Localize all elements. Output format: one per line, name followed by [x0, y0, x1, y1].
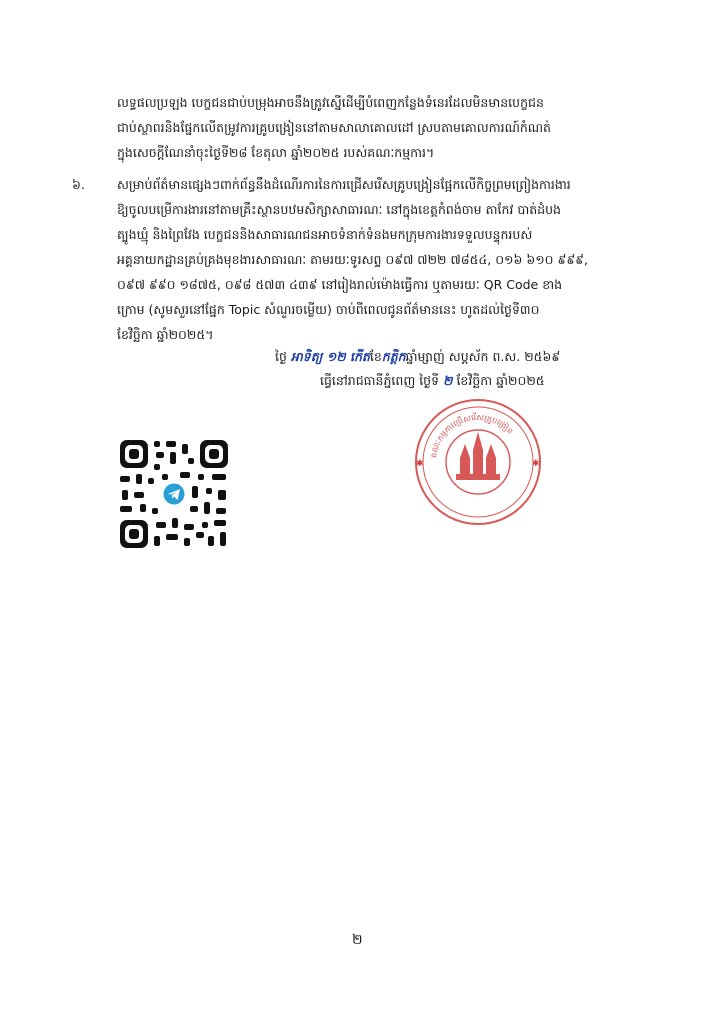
date-suffix: ឆ្នាំម្សាញ់ សប្តស័ក ព.ស. ២៥៦៩ [405, 349, 561, 364]
text-line: ខែវិច្ឆិកា ឆ្នាំ២០២៥។ [117, 327, 214, 342]
text-line: ក្នុងសេចក្តីណែនាំចុះថ្ងៃទី២៨ ខែតុលា ឆ្នាំ២០២៥ របស់គណៈកម្មការ។ [117, 145, 435, 160]
lunar-date-line [275, 346, 560, 368]
text-line: ឱ្យចូលបម្រើការងារនៅតាមគ្រឹះស្ថានបឋមសិក្សាសាធារណៈ នៅក្នុងខេត្តកំពង់ចាម តាកែវ បាត់ដំបង [117, 202, 561, 217]
qr-code[interactable] [118, 438, 230, 550]
text-line: សម្រាប់ព័ត៌មានផ្សេងៗពាក់ព័ន្ធនឹងដំណើរការនៃការជ្រើសរើសគ្រូបង្រៀនផ្អែកលើកិច្ចព្រមព្រៀងការងារ [117, 177, 571, 192]
item-number: ៦. [72, 177, 85, 192]
seal-text: គណៈកម្មការជ្រើសរើសគ្រូបង្រៀន [429, 412, 515, 459]
text-line: អគ្គនាយកដ្ឋានគ្រប់គ្រងមុខងារសាធារណៈ តាមរយៈទូរសព្ទ ០៩៧ ៧២២ ៧៨៥៤, ០១៦ ៦១០ ៩៩៩, [117, 252, 589, 267]
item-6-paragraph [117, 172, 617, 347]
date-month-prefix: ខែ [369, 349, 382, 364]
text-line: ០៩៧ ៩៩០ ១៨៧៥, ០៩៨ ៥៧៣ ៤៣៩ នៅរៀងរាល់ម៉ោងធ្វើការ ឬតាមរយៈ QR Code ខាង [117, 277, 563, 292]
handwritten-day: អាទិត្យ ១២ កើត [290, 349, 370, 364]
official-seal [398, 392, 558, 526]
handwritten-month: កត្តិក [381, 349, 406, 364]
text-line: ត្បូងឃ្មុំ និងព្រៃវែង បេក្ខជននិងសាធារណជនអាចទំនាក់ទំនងមកក្រុមការងារទទួលបន្ទុករបស់ [117, 227, 533, 242]
svg-text:✱: ✱ [532, 459, 540, 469]
text-line: លទ្ធផលប្រឡង បេក្ខជនជាប់បម្រុងអាចនឹងត្រូវស្នើដើម្បីបំពេញកន្លែងទំនេរដែលមិនមានបេក្ខជន [117, 95, 544, 110]
date-prefix: ថ្ងៃ [275, 349, 287, 364]
text-line: ក្រោម (សូមសួរនៅផ្នែក Topic សំណួរចម្លើយ) ចាប់ពីពេលជូនព័ត៌មាននេះ ហូតដល់ថ្ងៃទី៣០ [117, 302, 540, 317]
handwritten-day-number: ២ [443, 373, 453, 388]
page-number: ២ [352, 932, 363, 948]
telegram-icon [161, 481, 187, 507]
temple-emblem [456, 432, 500, 480]
solar-date-line [320, 370, 545, 392]
paragraph-continuation [117, 90, 617, 165]
svg-text:✱: ✱ [416, 459, 424, 469]
solar-date-suffix: ខែវិច្ឆិកា ឆ្នាំ២០២៥ [452, 373, 545, 388]
text-line: ជាប់ស្ថាពរនិងផ្នែកលើតម្រូវការគ្រូបង្រៀននៅតាមសាលាគោលដៅ ស្របតាមគោលការណ៍កំណត់ [117, 120, 551, 135]
place-date-prefix: ធ្វើនៅរាជធានីភ្នំពេញ ថ្ងៃទី [320, 373, 440, 388]
